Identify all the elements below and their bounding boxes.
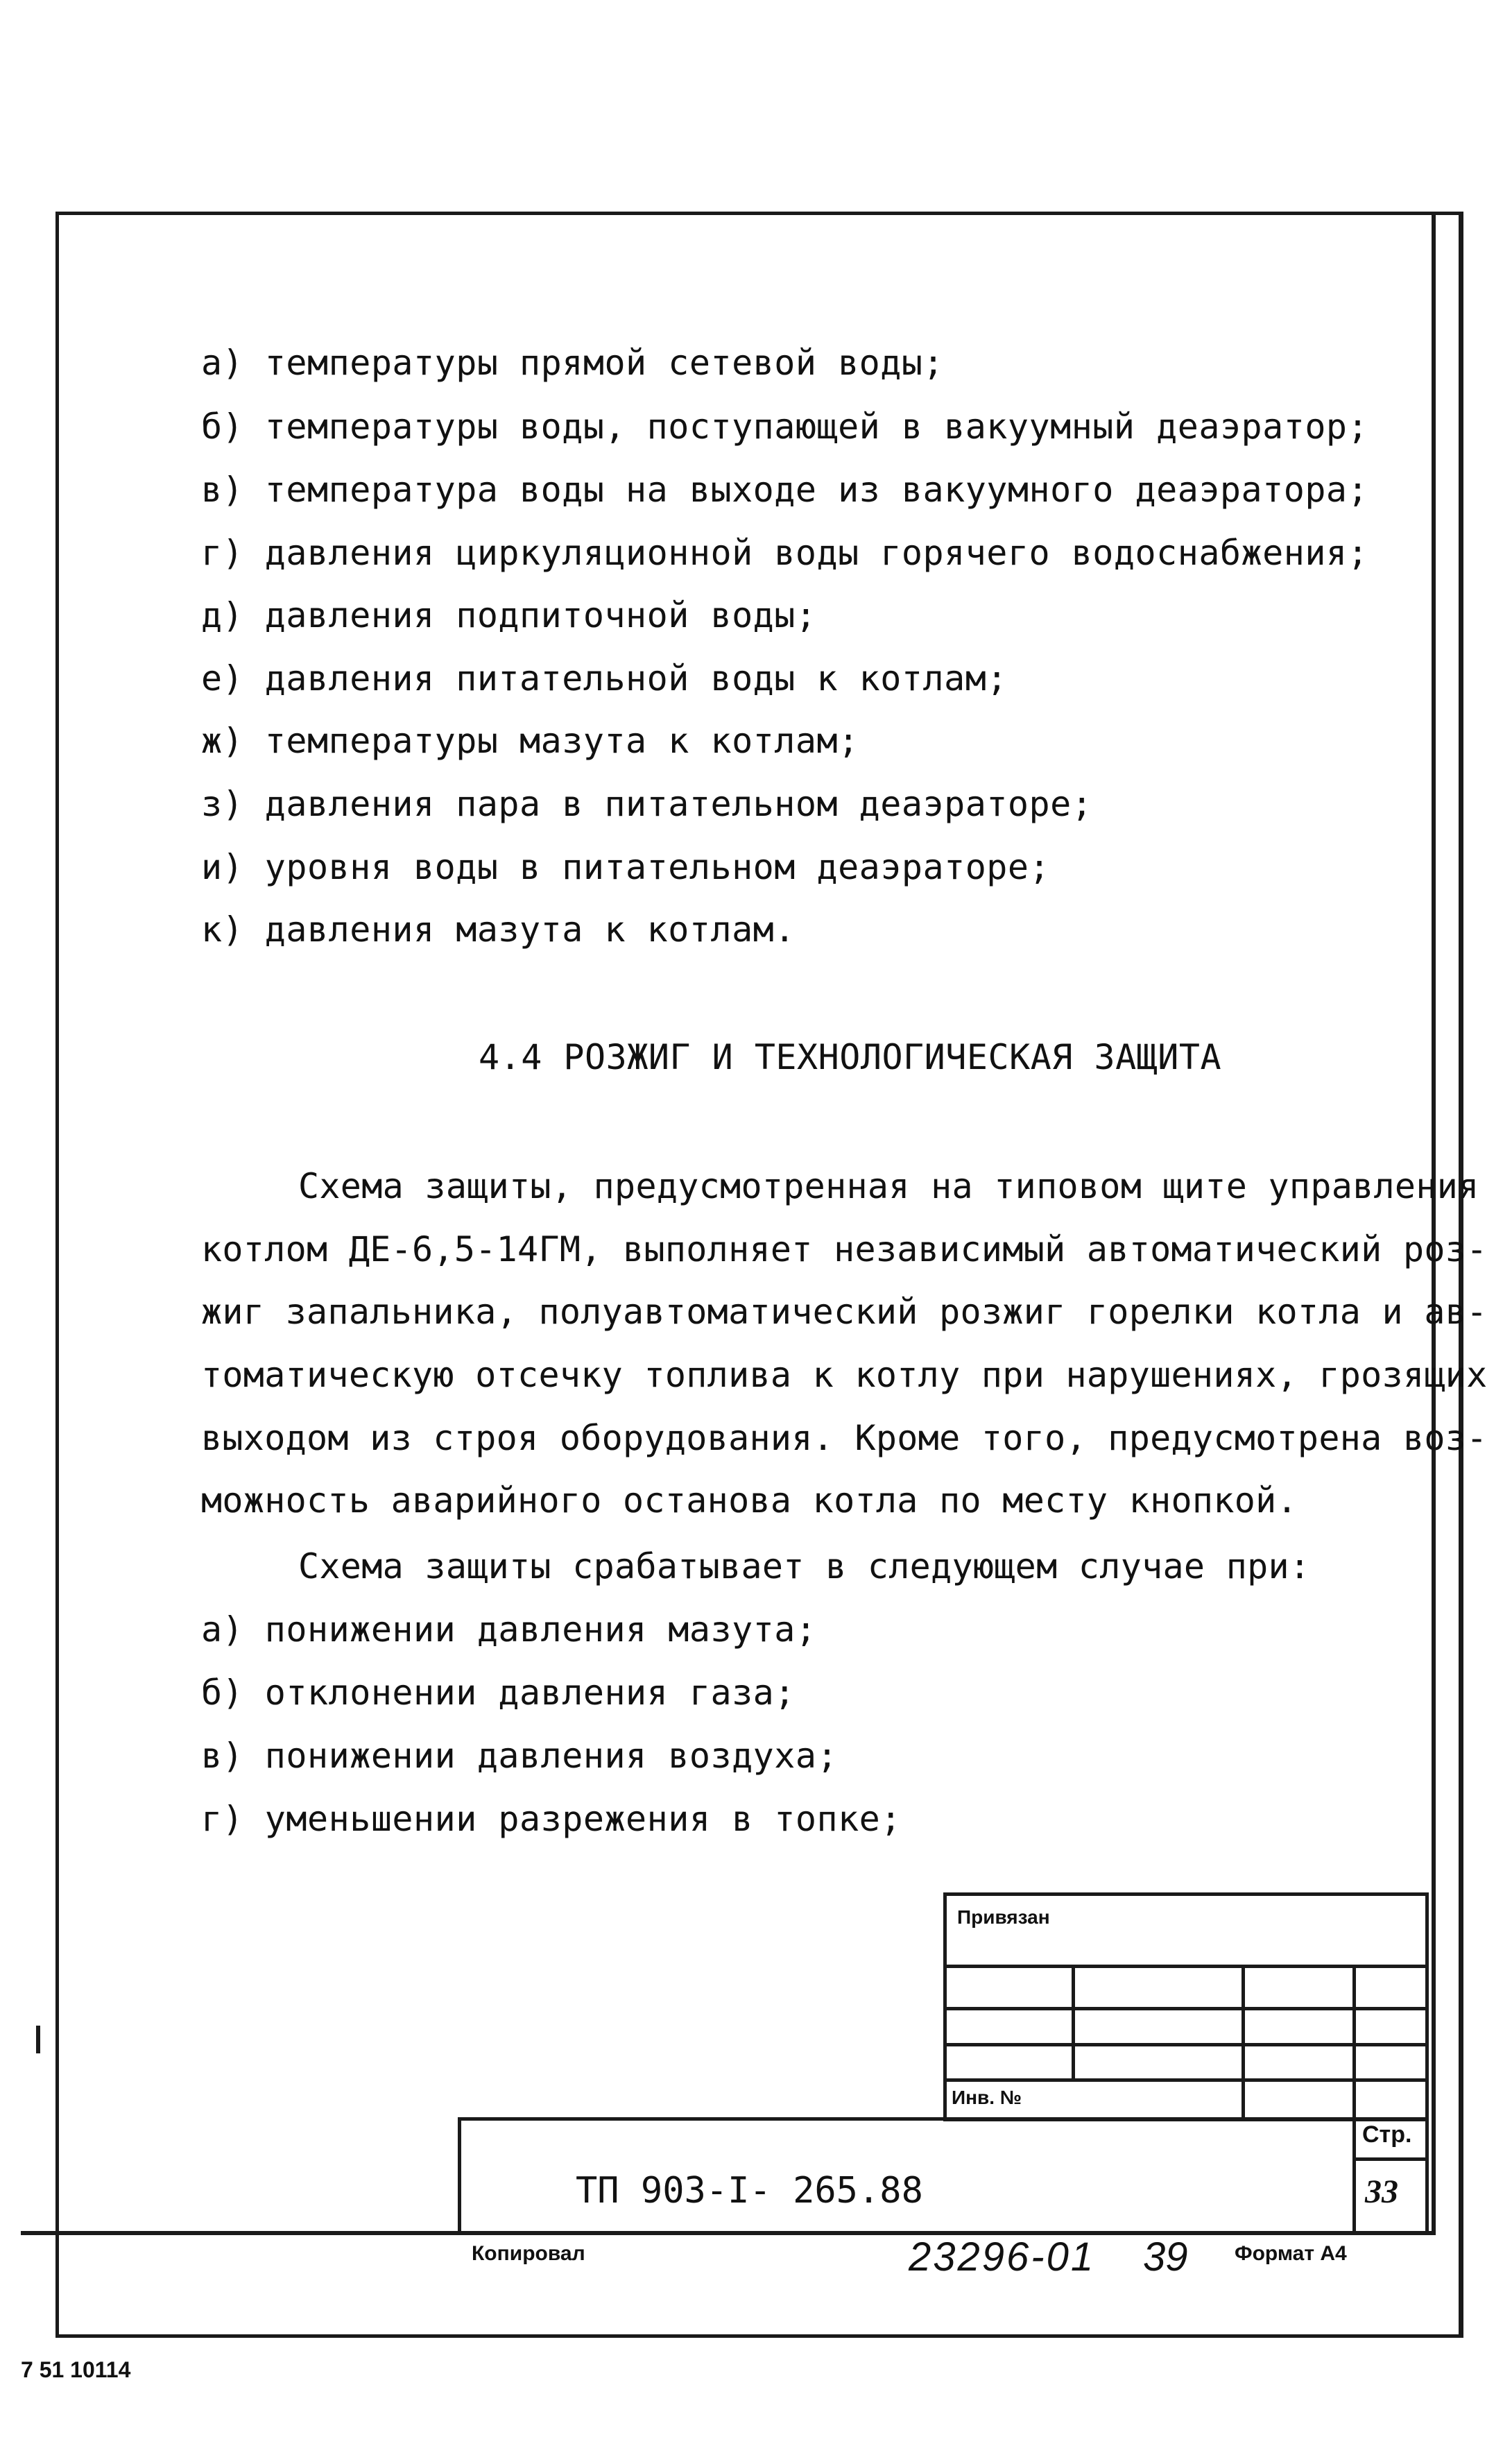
- section-heading: 4.4 РОЗЖИГ И ТЕХНОЛОГИЧЕСКАЯ ЗАЩИТА: [479, 1037, 1222, 1077]
- page-number: 33: [1365, 2173, 1398, 2210]
- page-label: Стр.: [1362, 2121, 1412, 2148]
- list-item: г) уменьшении разрежения в топке;: [201, 1799, 902, 1839]
- paragraph-line: можность аварийного останова котла по месту кнопкой.: [201, 1480, 1298, 1521]
- list-item: б) температуры воды, поступающей в вакуумный деаэратор;: [201, 407, 1369, 447]
- list-item: и) уровня воды в питательном деаэраторе;: [201, 847, 1051, 887]
- linked-label: Привязан: [957, 1906, 1050, 1928]
- stamp-divider: [1352, 1965, 1356, 2120]
- paragraph-line: Схема защиты, предусмотренная на типовом щите управления: [298, 1166, 1479, 1206]
- list-item: в) понижении давления воздуха;: [201, 1736, 839, 1776]
- list-item: а) температуры прямой сетевой воды;: [201, 343, 945, 383]
- copied-label: Копировал: [472, 2242, 585, 2265]
- stamp-divider: [1242, 1965, 1245, 2120]
- paragraph-line: котлом ДЕ-6,5-14ГМ, выполняет независимый автоматический роз-: [201, 1229, 1488, 1269]
- stamp-rule: [943, 2007, 1429, 2010]
- inventory-label: Инв. №: [952, 2087, 1022, 2108]
- paragraph-line: жиг запальника, полуавтоматический розжиг горелки котла и ав-: [201, 1292, 1488, 1332]
- format-label: Формат А4: [1235, 2242, 1347, 2265]
- stamp-rule: [943, 2078, 1429, 2082]
- stamp-rule: [943, 2043, 1429, 2046]
- document-code: ТП 903-I- 265.88: [576, 2170, 923, 2212]
- stamp-divider: [1072, 1965, 1075, 2081]
- print-mark: 7 51 10114: [21, 2357, 131, 2382]
- stamp-rule: [943, 1965, 1429, 1968]
- stamp-divider: [1352, 2117, 1356, 2235]
- list-item: г) давления циркуляционной воды горячего водоснабжения;: [201, 533, 1369, 573]
- paragraph-line: выходом из строя оборудования. Кроме того, предусмотрена воз-: [201, 1418, 1488, 1458]
- paragraph-line: томатическую отсечку топлива к котлу при нарушениях, грозящих: [201, 1355, 1488, 1395]
- list-item: в) температура воды на выходе из вакуумного деаэратора;: [201, 470, 1369, 510]
- trigger-intro: Схема защиты срабатывает в следующем случае при:: [298, 1546, 1311, 1587]
- list-item: к) давления мазута к котлам.: [201, 909, 796, 950]
- left-margin-tick: [36, 2026, 40, 2053]
- sheet-number: 39: [1143, 2234, 1188, 2280]
- list-item: д) давления подпиточной воды;: [201, 595, 817, 635]
- archive-number: 23296-01: [909, 2234, 1096, 2280]
- list-item: е) давления питательной воды к котлам;: [201, 658, 1008, 699]
- list-item: з) давления пара в питательном деаэраторе;: [201, 784, 1093, 824]
- list-item: б) отклонении давления газа;: [201, 1673, 796, 1713]
- stamp-rule: [1352, 2157, 1429, 2161]
- list-item: ж) температуры мазута к котлам;: [201, 721, 859, 761]
- list-item: а) понижении давления мазута;: [201, 1609, 817, 1650]
